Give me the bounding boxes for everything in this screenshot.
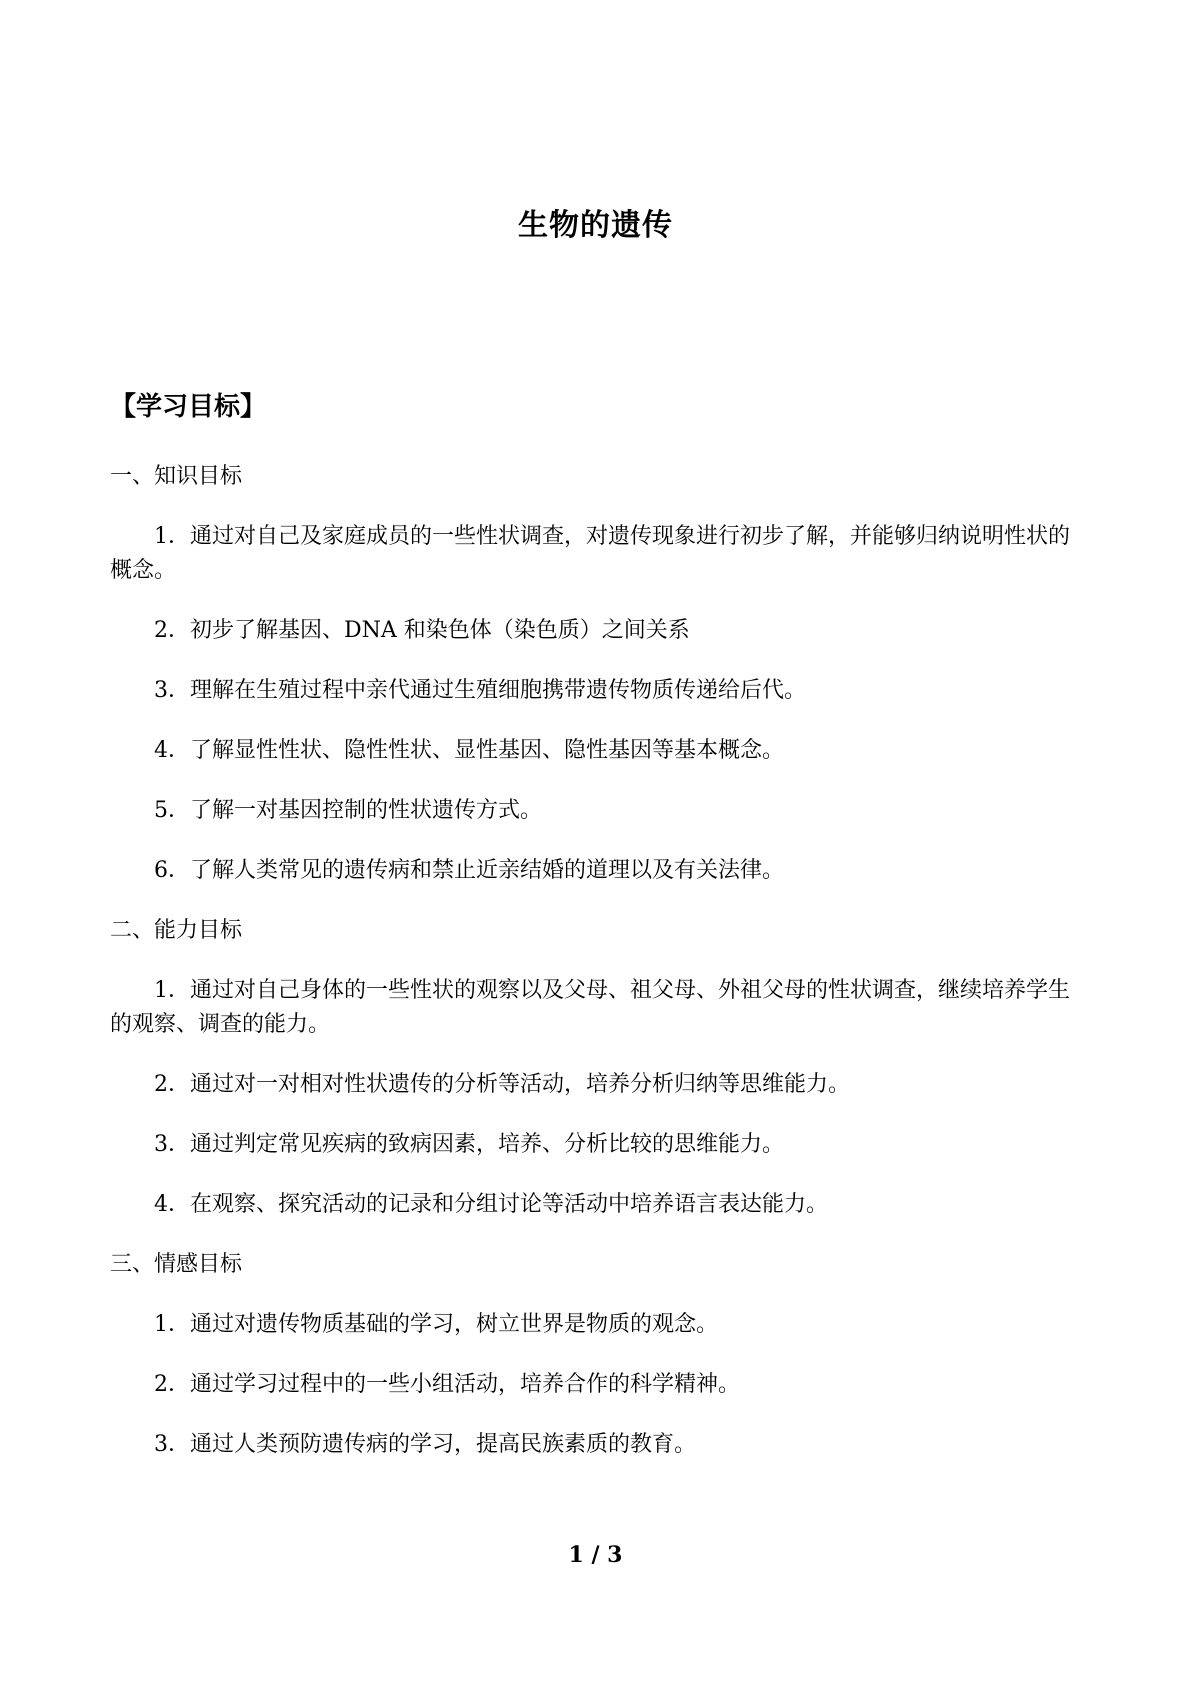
group-title-knowledge: 一、知识目标 [110, 464, 243, 489]
list-item: 2．通过学习过程中的一些小组活动，培养合作的科学精神。 [154, 1372, 740, 1397]
list-item: 4．在观察、探究活动的记录和分组讨论等活动中培养语言表达能力。 [154, 1192, 828, 1217]
document-title: 生物的遗传 [518, 208, 673, 243]
list-item: 2．通过对一对相对性状遗传的分析等活动，培养分析归纳等思维能力。 [154, 1072, 850, 1097]
list-item: 1．通过对遗传物质基础的学习，树立世界是物质的观念。 [154, 1312, 718, 1337]
list-item: 1．通过对自己及家庭成员的一些性状调查，对遗传现象进行初步了解，并能够归纳说明性状的概念。 [110, 524, 1071, 583]
objectives-content [110, 460, 1090, 1462]
page-number: 1 / 3 [568, 1542, 623, 1568]
list-item: 3．通过人类预防遗传病的学习，提高民族素质的教育。 [154, 1432, 696, 1457]
list-item: 4．了解显性性状、隐性性状、显性基因、隐性基因等基本概念。 [154, 738, 784, 763]
list-item: 5．了解一对基因控制的性状遗传方式。 [154, 798, 542, 823]
list-item: 3．理解在生殖过程中亲代通过生殖细胞携带遗传物质传递给后代。 [154, 678, 806, 703]
list-item: 6．了解人类常见的遗传病和禁止近亲结婚的道理以及有关法律。 [154, 858, 784, 883]
section-heading: 【学习目标】 [110, 392, 267, 422]
list-item: 2．初步了解基因、DNA 和染色体（染色质）之间关系 [154, 618, 690, 643]
list-item: 3．通过判定常见疾病的致病因素，培养、分析比较的思维能力。 [154, 1132, 784, 1157]
group-title-emotion: 三、情感目标 [110, 1252, 243, 1277]
list-item: 1．通过对自己身体的一些性状的观察以及父母、祖父母、外祖父母的性状调查，继续培养学生的观察、调查的能力。 [110, 978, 1071, 1037]
group-title-ability: 二、能力目标 [110, 918, 243, 943]
